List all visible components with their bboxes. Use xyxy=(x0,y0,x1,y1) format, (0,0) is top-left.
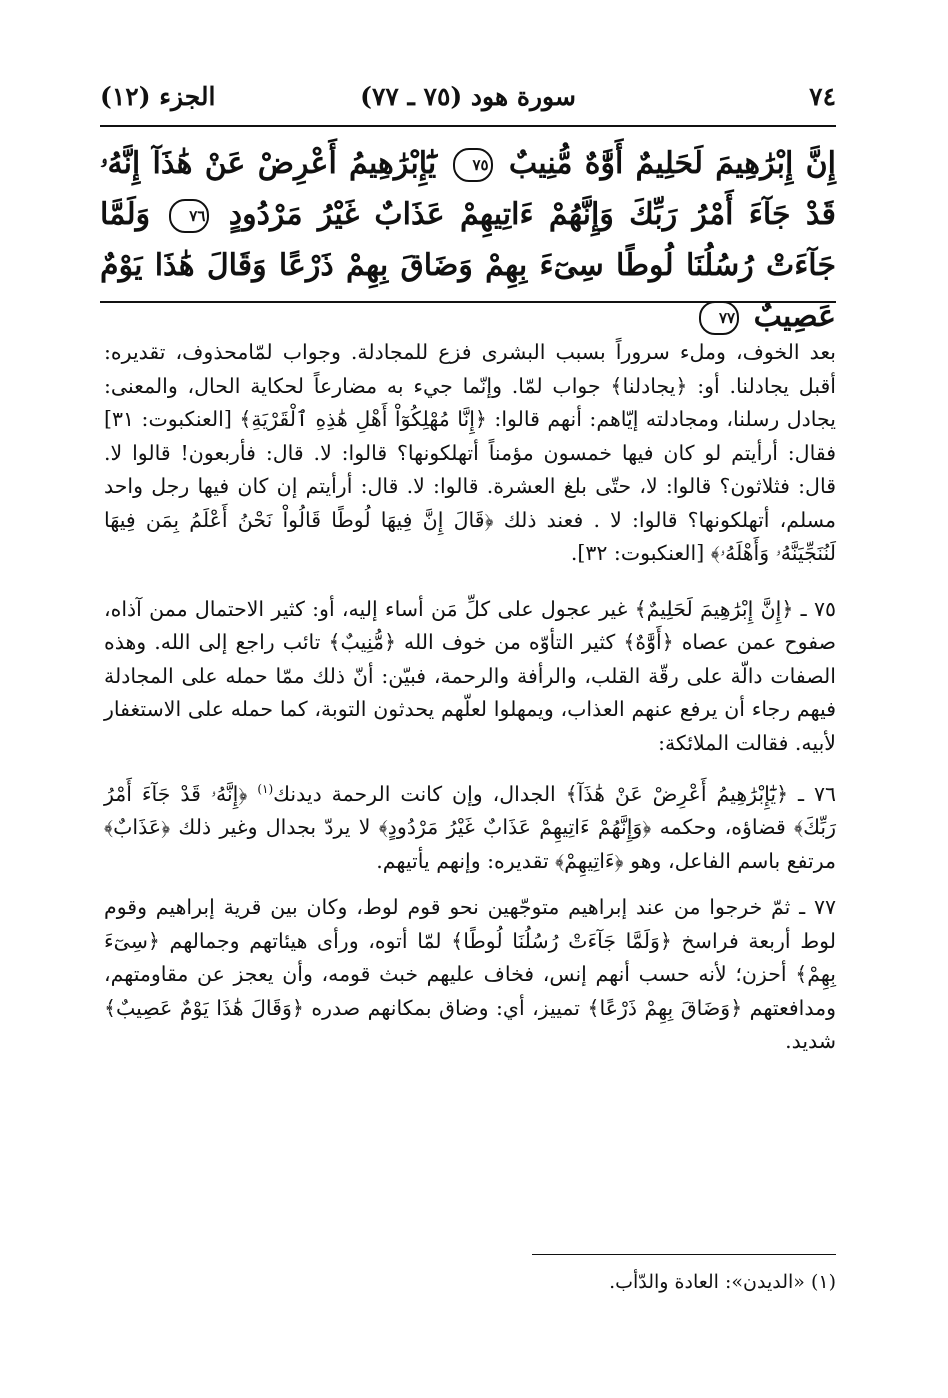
footnote-divider xyxy=(532,1254,836,1255)
commentary-76-part-b: ﴿إِنَّهُۥ قَدْ جَآءَ أَمْرُ رَبِّكَ﴾ قضاؤه، وحكمه ﴿وَإِنَّهُمْ ءَاتِيهِمْ عَذَابٌ غَيْرُ مَرْدُودٍ﴾ لا يردّ بجدال وغير ذلك ﴿عَذَابٌ﴾ مرتفع باسم الفاعل، وهو ﴿ءَاتِيهِمْ﴾ تقديره: وإنهم يأتيهم. xyxy=(104,781,836,873)
verse-number-75: ٧٥ xyxy=(453,148,493,182)
verse-number-77: ٧٧ xyxy=(699,301,739,335)
commentary-76-part-a: ٧٦ ـ ﴿يَٰٓإِبْرَٰهِيمُ أَعْرِضْ عَنْ هَٰذَآ﴾ الجدال، وإن كانت الرحمة ديدنك xyxy=(273,781,836,806)
commentary xyxy=(104,336,836,1072)
quran-verses xyxy=(100,138,836,342)
part-label: الجزء (١٢) xyxy=(100,82,216,111)
footnote: (١) «الديدن»: العادة والدّأب. xyxy=(609,1271,836,1293)
header-divider xyxy=(100,125,836,127)
sura-title: سورة هود (٧٥ ـ ٧٧) xyxy=(360,82,576,111)
verse-76: يَٰٓإِبْرَٰهِيمُ أَعْرِضْ عَنْ هَٰذَآ إِنَّهُۥ قَدْ جَآءَ أَمْرُ رَبِّكَ وَإِنَّهُمْ ءَاتِيهِمْ عَذَابٌ غَيْرُ مَرْدُودٍ xyxy=(100,146,836,232)
commentary-paragraph-75: ٧٥ ـ ﴿إِنَّ إِبْرَٰهِيمَ لَحَلِيمٌ﴾ غير عجول على كلِّ مَن أساء إليه، أو: كثير الاحتمال ممن آذاه، صفوح عمن عصاه ﴿أَوَّٰهٌ﴾ كثير التأوّه من خوف الله ﴿مُّنِيبٌ﴾ تائب راجع إلى الله. وهذه الصفات دالّة على رقّة القلب، والرأفة والرحمة، فبيّن: أنّ ذلك ممّا حمله على المجادلة فيهم رجاء أن يرفع عنهم العذاب، ويمهلوا لعلّهم يحدثون التوبة، كما حمله على الاستغفار لأبيه. فقالت الملائكة: xyxy=(104,596,836,755)
footnote-reference: (١) xyxy=(257,782,274,796)
commentary-paragraph-76 xyxy=(104,773,836,878)
verses-divider xyxy=(100,301,836,303)
page-number: ٧٤ xyxy=(809,82,836,111)
verse-75: إِنَّ إِبْرَٰهِيمَ لَحَلِيمٌ أَوَّٰهٌ مُّنِيبٌ xyxy=(508,146,836,181)
running-header xyxy=(100,78,836,118)
commentary-paragraph-77: ٧٧ ـ ثمّ خرجوا من عند إبراهيم متوجّهين نحو قوم لوط، وكان بين قرية إبراهيم وقوم لوط أربعة فراسخ ﴿وَلَمَّا جَآءَتْ رُسُلُنَا لُوطًا﴾ لمّا أتوه، ورأى هيئاتهم وجمالهم ﴿سِىٓءَ بِهِمْ﴾ أحزن؛ لأنه حسب أنهم إنس، فخاف عليهم خبث قومه، وأن يعجز عن مقاومتهم، ومدافعتهم ﴿وَضَاقَ بِهِمْ ذَرْعًا﴾ تمييز، أي: وضاق بمكانهم صدره ﴿وَقَالَ هَٰذَا يَوْمٌ عَصِيبٌ﴾ شديد. xyxy=(104,895,836,1054)
verse-number-76: ٧٦ xyxy=(169,199,209,233)
commentary-paragraph-1: بعد الخوف، وملء سروراً بسبب البشرى فزع للمجادلة. وجواب لمّامحذوف، تقديره: أقبل يجادلنا. أو: ﴿يجادلنا﴾ جواب لمّا. وإنّما جيء به مضارعاً لحكاية الحال، والمعنى: يجادل رسلنا، ومجادلته إيّاهم: أنهم قالوا: ﴿إِنَّا مُهْلِكُوٓاْ أَهْلِ هَٰذِهِ ٱلْقَرْيَةِ﴾ [العنكبوت: ٣١] فقال: أرأيتم لو كان فيها خمسون مؤمناً أتهلكونها؟ قالوا: لا. قال: فأربعون! قالوا لا. قال: فثلاثون؟ قالوا: لا، حتّى بلغ العشرة. قالوا: لا. قال: أرأيتم إن كان فيها رجل واحد مسلم، أتهلكونها؟ قالوا: لا . فعند ذلك ﴿قَالَ إِنَّ فِيهَا لُوطًا قَالُواْ نَحْنُ أَعْلَمُ بِمَن فِيهَا لَنُنَجِّيَنَّهُۥ وَأَهْلَهُۥ﴾ [العنكبوت: ٣٢]. xyxy=(104,340,836,565)
verse-77: وَلَمَّا جَآءَتْ رُسُلُنَا لُوطًا سِىٓءَ بِهِمْ وَضَاقَ بِهِمْ ذَرْعًا وَقَالَ هَٰذَا يَوْمٌ عَصِيبٌ xyxy=(100,197,836,334)
